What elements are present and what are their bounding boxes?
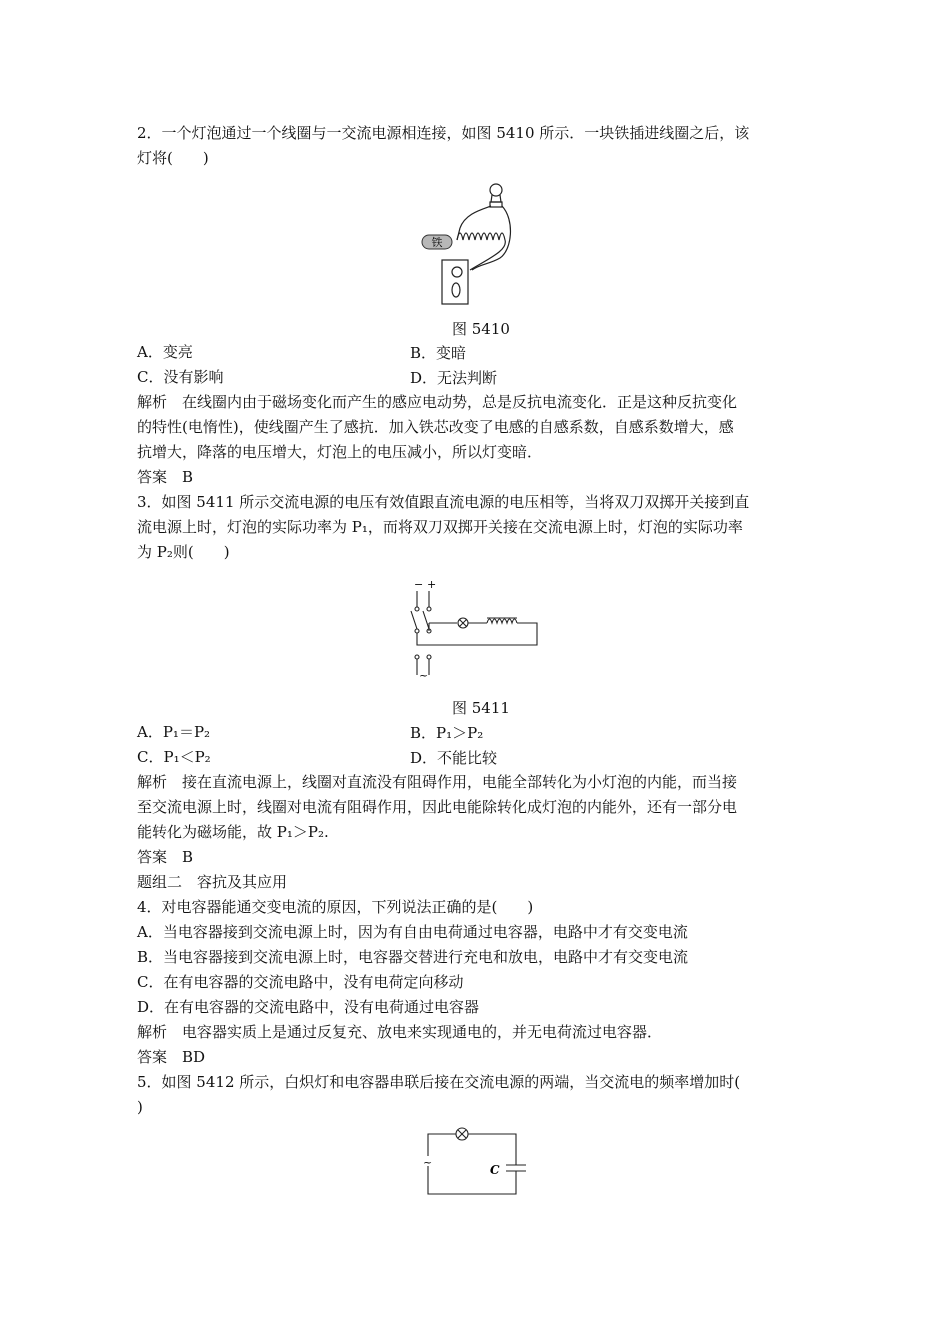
- q4-option-b: B．当电容器接到交流电源上时，电容器交替进行充电和放电，电路中才有交变电流: [137, 948, 689, 966]
- figure-5410-caption: 图 5410: [452, 320, 510, 338]
- q3-stem-line1: 3．如图 5411 所示交流电源的电压有效值跟直流电源的电压相等，当将双刀双掷开关接到直: [137, 493, 750, 511]
- q3-option-b: B．P₁＞P₂: [410, 724, 484, 742]
- q2-analysis-line1: 解析 在线圈内由于磁场变化而产生的感应电动势，总是反抗电流变化．正是这种反抗变化: [137, 393, 738, 411]
- q3-option-a: A．P₁＝P₂: [137, 723, 211, 741]
- q3-analysis-line2: 至交流电源上时，线圈对电流有阻碍作用，因此电能除转化成灯泡的内能外，还有一部分电: [137, 798, 738, 816]
- q2-stem-line2: 灯将( ): [137, 149, 209, 167]
- q4-answer: 答案 BD: [137, 1048, 206, 1066]
- q3-option-d: D．不能比较: [410, 749, 498, 767]
- q5-ac-source-label: ~: [423, 1156, 433, 1169]
- q2-option-a: A．变亮: [137, 343, 193, 361]
- q2-stem-line1: 2．一个灯泡通过一个线圈与一交流电源相连接，如图 5410 所示．一块铁插进线圈之后，该: [137, 124, 750, 142]
- q4-option-c: C．在有电容器的交流电路中，没有电荷定向移动: [137, 973, 464, 991]
- dc-plus-label: +: [427, 578, 437, 591]
- group2-title: 题组二 容抗及其应用: [137, 873, 288, 891]
- q2-option-c: C．没有影响: [137, 368, 224, 386]
- figure-5412-circuit: [418, 1122, 530, 1202]
- q3-analysis-line3: 能转化为磁场能，故 P₁＞P₂.: [137, 823, 329, 841]
- figure-5411-caption: 图 5411: [452, 699, 510, 717]
- iron-label: 铁: [431, 236, 443, 249]
- q5-stem-line2: ): [137, 1098, 143, 1116]
- q4-option-a: A．当电容器接到交流电源上时，因为有自由电荷通过电容器，电路中才有交变电流: [137, 923, 688, 941]
- figure-5411-circuit: [405, 575, 545, 685]
- q2-answer: 答案 B: [137, 468, 194, 486]
- dc-minus-label: −: [414, 578, 424, 591]
- q4-analysis: 解析 电容器实质上是通过反复充、放电来实现通电的，并无电荷流过电容器．: [137, 1023, 663, 1041]
- q4-stem: 4．对电容器能通交变电流的原因，下列说法正确的是( ): [137, 898, 534, 916]
- q3-answer: 答案 B: [137, 848, 194, 866]
- figure-5410-lamp-coil: [420, 180, 530, 310]
- q2-option-b: B．变暗: [410, 344, 467, 362]
- q3-analysis-line1: 解析 接在直流电源上，线圈对直流没有阻碍作用，电能全部转化为小灯泡的内能，而当接: [137, 773, 738, 791]
- q4-option-d: D．在有电容器的交流电路中，没有电荷通过电容器: [137, 998, 480, 1016]
- ac-source-label: ~: [419, 669, 429, 682]
- q3-stem-line2: 流电源上时，灯泡的实际功率为 P₁，而将双刀双掷开关接在交流电源上时，灯泡的实际功率: [137, 518, 743, 536]
- q3-option-c: C．P₁＜P₂: [137, 748, 211, 766]
- capacitor-label: C: [490, 1163, 500, 1177]
- q3-stem-line3: 为 P₂则( ): [137, 543, 230, 561]
- q2-options-row1: [137, 342, 193, 362]
- q2-option-d: D．无法判断: [410, 369, 498, 387]
- q2-analysis-line2: 的特性(电惰性)，使线圈产生了感抗．加入铁芯改变了电感的自感系数，自感系数增大，感: [137, 418, 734, 436]
- q2-analysis-line3: 抗增大，降落的电压增大，灯泡上的电压减小，所以灯变暗．: [137, 443, 543, 461]
- q5-stem-line1: 5．如图 5412 所示，白炽灯和电容器串联后接在交流电源的两端，当交流电的频率增加时(: [137, 1073, 741, 1091]
